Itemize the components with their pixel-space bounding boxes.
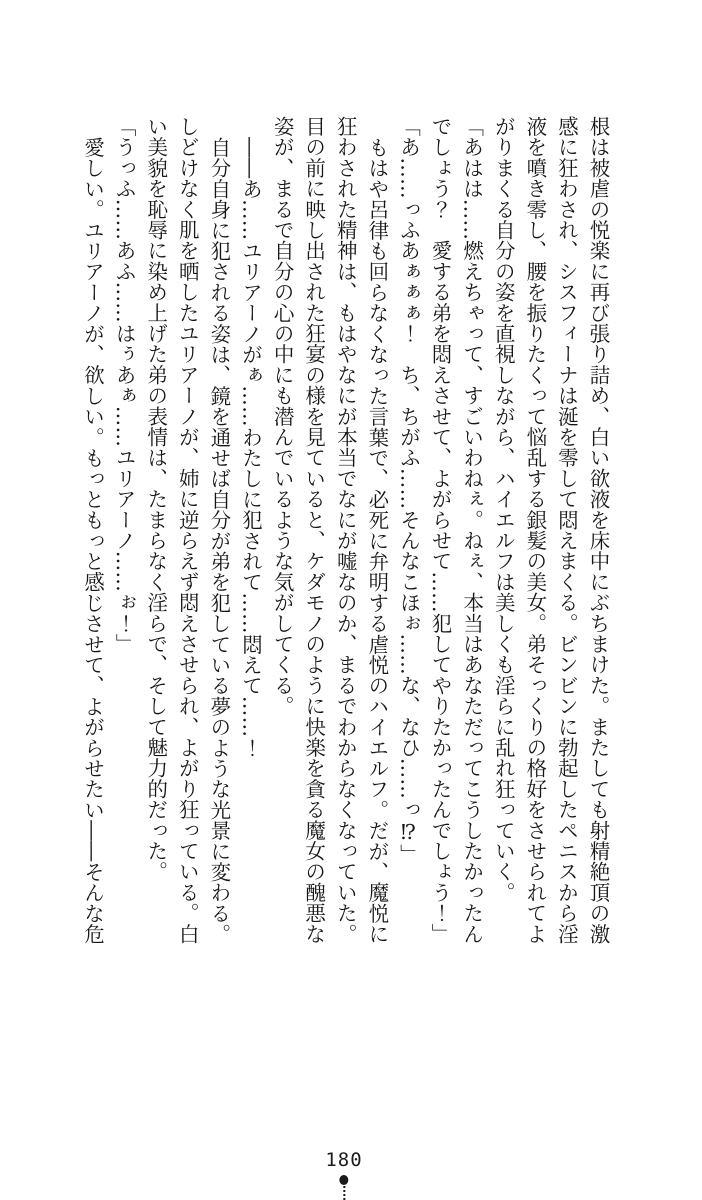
- text-line: 液を噴き零し、腰を振りたくって悩乱する銀髪の美女。弟そっくりの格好をさせられてよ: [522, 116, 547, 944]
- text-line: 姿が、まるで自分の心の中にも潜んでいるような気がしてくる。: [270, 116, 295, 717]
- footer-dotted-line: [343, 1186, 345, 1200]
- text-line: しどけなく肌を晒したユリアーノが、姉に逆らえず悶えさせられ、よがり狂っている。白: [175, 116, 200, 944]
- page-footer: [325, 1150, 362, 1200]
- text-line: 目の前に映し出された狂宴の様を見ていると、ケダモノのように快楽を貪る魔女の醜悪な: [301, 116, 326, 944]
- text-line: がりまくる自分の姿を直視しながら、ハイエルフは美しくも淫らに乱れ狂っていく。: [491, 116, 516, 903]
- text-line: もはや呂律も回らなくなった言葉で、必死に弁明する虐悦のハイエルフ。だが、魔悦に: [364, 136, 389, 944]
- text-line: 愛しい。ユリアーノが、欲しい。もっともっと感じさせて、よがらせたい――そんな危: [80, 136, 105, 944]
- text-line: でしょう？ 愛する弟を悶えさせて、よがらせて……犯してやりたかったんでしょう！」: [428, 116, 453, 944]
- text-line: 「うっふ……あふ……はぅあぁ……ユリアーノ……ぉ！」: [112, 116, 137, 655]
- text-line: 根は被虐の悦楽に再び張り詰め、白い欲液を床中にぶちまけた。またしても射精絶頂の激: [586, 116, 610, 944]
- text-line: 狂わされた精神は、もはやなにが本当でなにが嘘なのか、まるでわからなくなっていた。: [333, 116, 358, 944]
- text-line: い美貌を恥辱に染め上げた弟の表情は、たまらなく淫らで、そして魅力的だった。: [143, 116, 168, 882]
- main-text: [76, 116, 613, 942]
- text-line: 感に狂わされ、シスフィーナは涎を零して悶えまくる。ビンビンに勃起したペニスから淫: [554, 116, 579, 944]
- page-number: 180: [325, 1149, 363, 1171]
- text-line: 「あ……っふあぁぁぁ！ ち、ちがふ……そんなこほぉ……な、なひ……っ⁉」: [396, 116, 421, 865]
- text-line: 「あはは……燃えちゃって、すごいわねぇ。ねぇ、本当はあなただってこうしたかったん: [459, 116, 484, 944]
- text-line: ――あ……ユリアーノがぁ……わたしに犯されて……悶えて……！: [238, 136, 263, 758]
- text-line: 自分自身に犯される姿は、鏡を通せば自分が弟を犯している夢のような光景に変わる。: [206, 136, 231, 944]
- footer-bullet-icon: [339, 1175, 348, 1185]
